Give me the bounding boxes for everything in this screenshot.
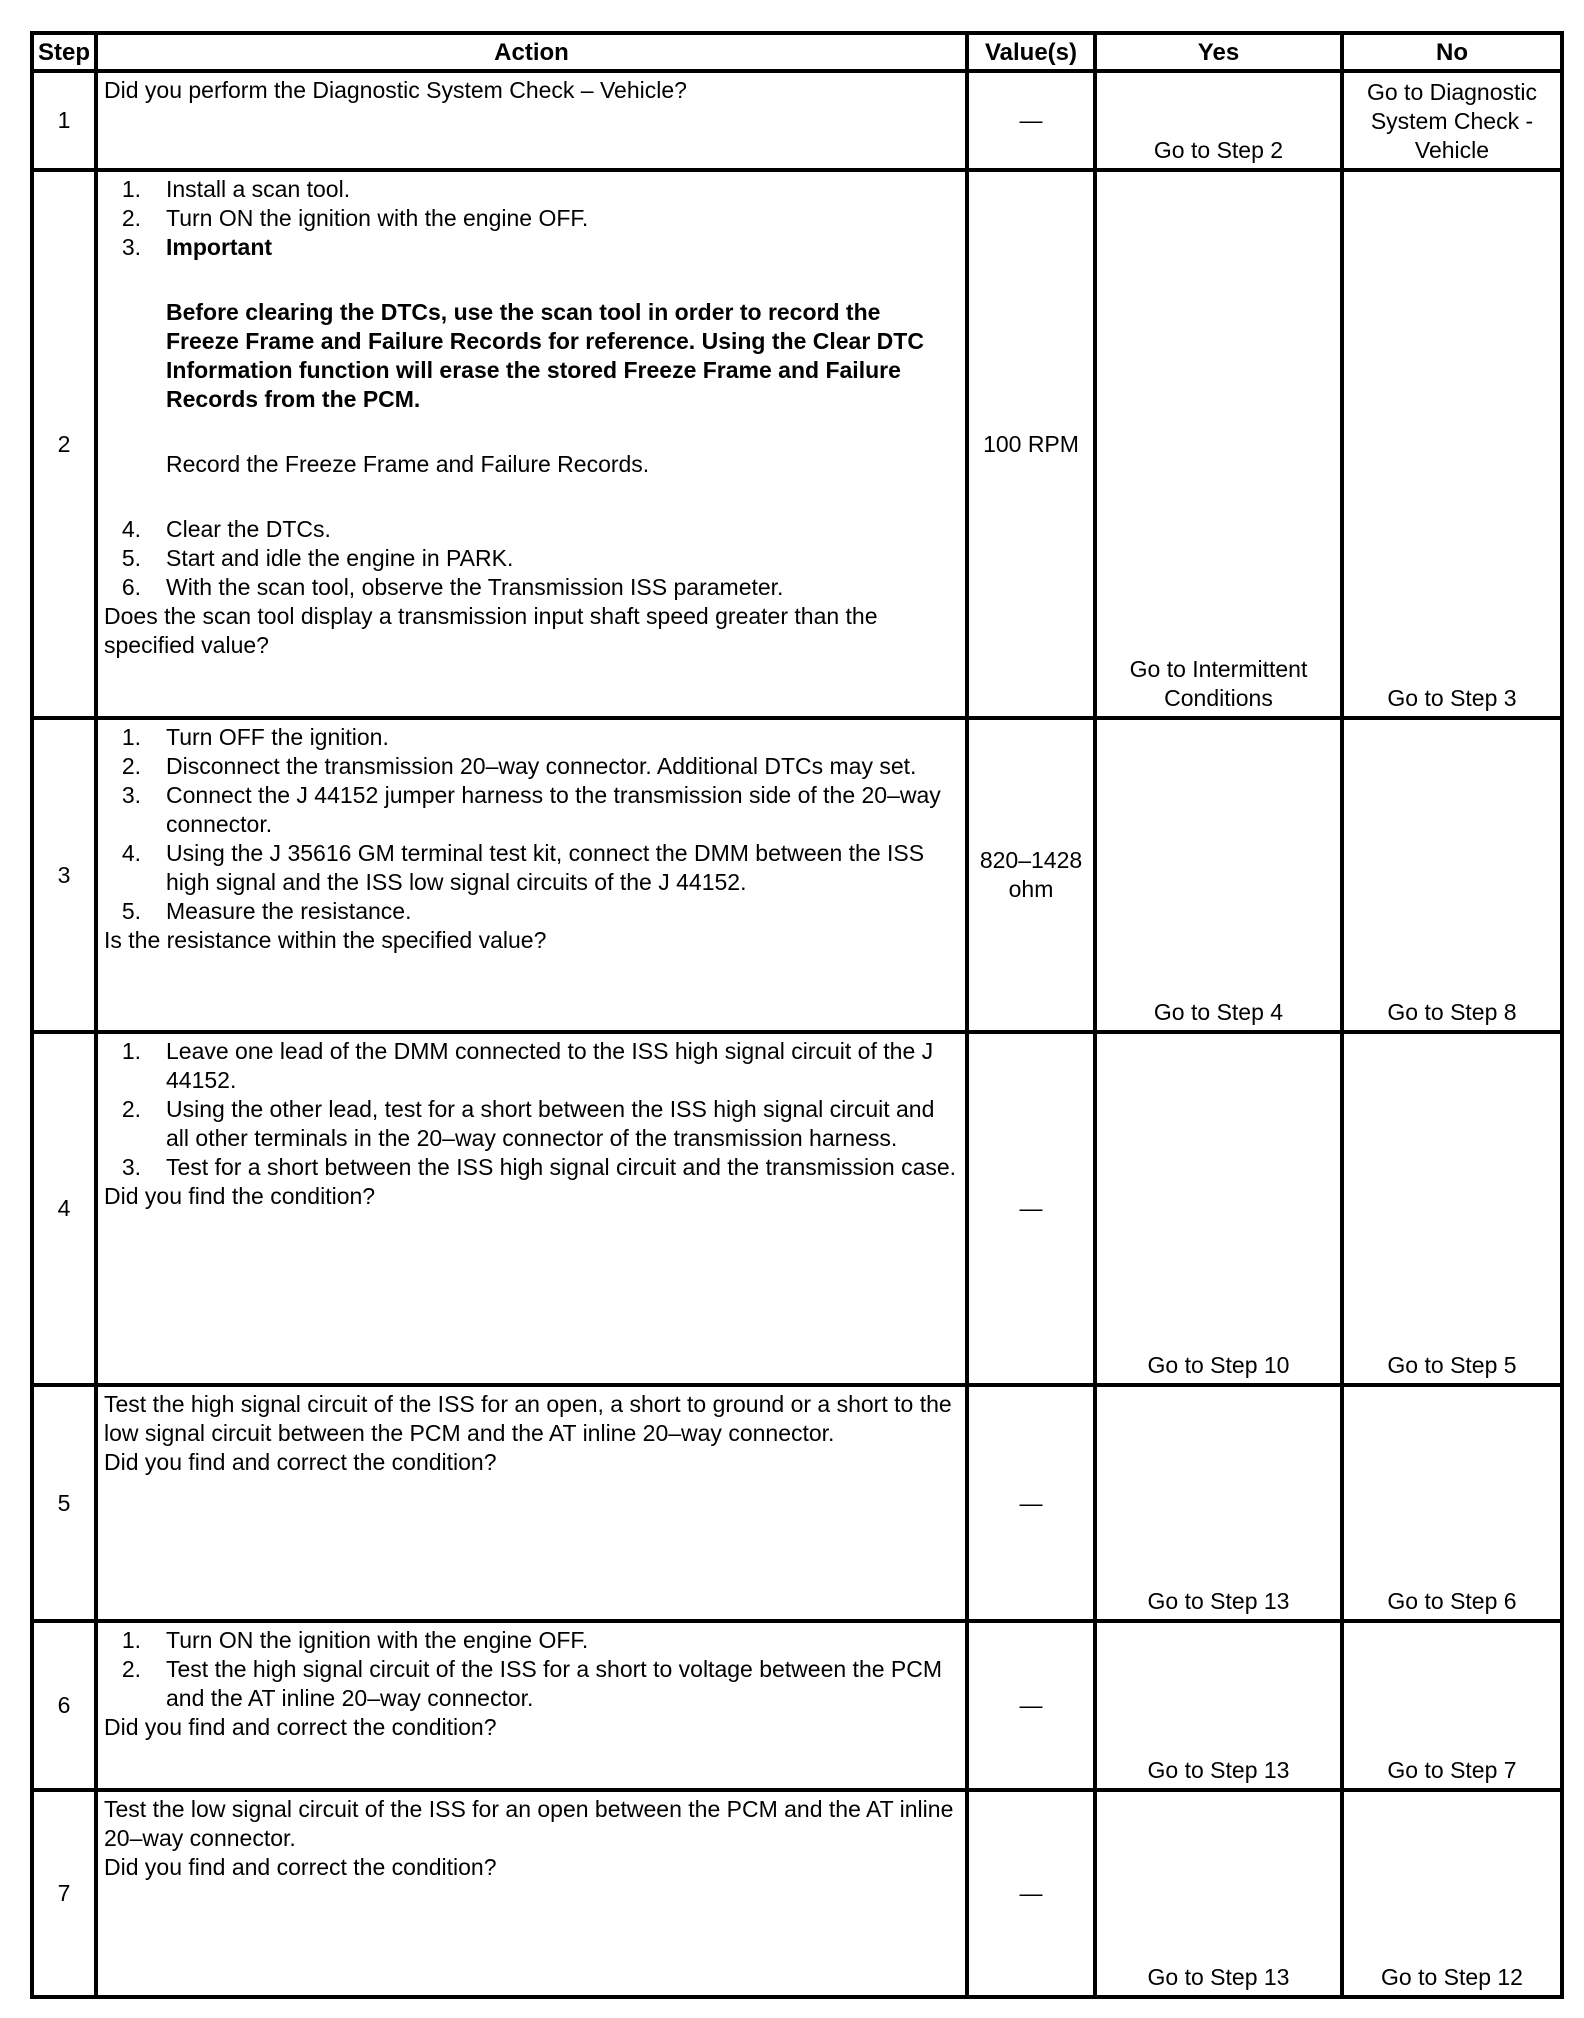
- header-yes: Yes: [1095, 33, 1342, 71]
- value-cell: —: [967, 1790, 1095, 1997]
- question-text: Did you find and correct the condition?: [104, 1449, 497, 1475]
- header-no: No: [1342, 33, 1562, 71]
- table-row: [32, 1032, 1562, 1385]
- table-row: [32, 1385, 1562, 1621]
- list-item: 3. Important Before clearing the DTCs, use the scan tool in order to record the Freeze Frame and Failure Records for reference. Using the Clear DTC Information function will erase the stored Freeze Frame and Failure Records from the PCM. Record the Freeze Frame and Failure Records.: [104, 233, 957, 515]
- action-text: Test the low signal circuit of the ISS for an open between the PCM and the AT inline 20–way connector.: [104, 1796, 954, 1851]
- header-step: Step: [32, 33, 96, 71]
- question-text: Did you find and correct the condition?: [104, 1854, 497, 1880]
- action-list: [104, 1626, 957, 1713]
- action-list: [104, 1037, 957, 1182]
- list-item: 2. Using the other lead, test for a short between the ISS high signal circuit and all other terminals in the 20–way connector of the transmission harness.: [121, 1096, 935, 1151]
- step-number: 3: [32, 718, 96, 1032]
- step-number: 5: [32, 1385, 96, 1621]
- list-item: 2. Turn ON the ignition with the engine OFF.: [121, 205, 589, 231]
- value-cell: —: [967, 1385, 1095, 1621]
- yes-cell: Go to Step 13: [1095, 1621, 1342, 1790]
- list-item: 1. Turn ON the ignition with the engine OFF.: [121, 1627, 589, 1653]
- list-item: 6. With the scan tool, observe the Transmission ISS parameter.: [121, 574, 784, 600]
- value-cell: 100 RPM: [967, 170, 1095, 718]
- list-item: 1. Leave one lead of the DMM connected to the ISS high signal circuit of the J 44152.: [121, 1038, 934, 1093]
- action-cell: [96, 1032, 967, 1385]
- action-list: [104, 175, 957, 602]
- list-item: 5. Measure the resistance.: [121, 898, 412, 924]
- step-number: 1: [32, 71, 96, 170]
- table-row: [32, 718, 1562, 1032]
- no-cell: Go to Step 5: [1342, 1032, 1562, 1385]
- step-number: 7: [32, 1790, 96, 1997]
- header-row: [32, 33, 1562, 71]
- diagnostic-table: [30, 31, 1564, 1999]
- yes-cell: Go to Step 2: [1095, 71, 1342, 170]
- action-cell: [96, 1385, 967, 1621]
- action-text: Test the high signal circuit of the ISS for an open, a short to ground or a short to the low signal circuit between the PCM and the AT inline 20–way connector.: [104, 1391, 952, 1446]
- list-item: 3. Connect the J 44152 jumper harness to the transmission side of the 20–way connector.: [121, 782, 941, 837]
- header-values: Value(s): [967, 33, 1095, 71]
- question-text: Did you find the condition?: [104, 1183, 376, 1209]
- action-text: Did you perform the Diagnostic System Check – Vehicle?: [104, 77, 687, 103]
- no-cell: Go to Step 6: [1342, 1385, 1562, 1621]
- list-item: 5. Start and idle the engine in PARK.: [121, 545, 514, 571]
- yes-cell: Go to Step 13: [1095, 1385, 1342, 1621]
- question-text: Is the resistance within the specified value?: [104, 927, 547, 953]
- step-number: 2: [32, 170, 96, 718]
- value-cell: —: [967, 71, 1095, 170]
- no-cell: Go to Step 3: [1342, 170, 1562, 718]
- list-item: 4. Using the J 35616 GM terminal test kit, connect the DMM between the ISS high signal and the ISS low signal circuits of the J 44152.: [121, 840, 925, 895]
- record-instruction: Record the Freeze Frame and Failure Records.: [166, 451, 650, 477]
- yes-cell: Go to Intermittent Conditions: [1095, 170, 1342, 718]
- table-row: [32, 1790, 1562, 1997]
- question-text: Did you find and correct the condition?: [104, 1714, 497, 1740]
- step-number: 4: [32, 1032, 96, 1385]
- no-cell: Go to Step 7: [1342, 1621, 1562, 1790]
- step-number: 6: [32, 1621, 96, 1790]
- no-cell: Go to Step 12: [1342, 1790, 1562, 1997]
- value-cell: —: [967, 1032, 1095, 1385]
- action-list: [104, 723, 957, 926]
- important-label: Important: [166, 234, 273, 260]
- yes-cell: Go to Step 4: [1095, 718, 1342, 1032]
- list-item: 1. Turn OFF the ignition.: [121, 724, 389, 750]
- table-row: [32, 1621, 1562, 1790]
- question-text: Does the scan tool display a transmission input shaft speed greater than the specified value?: [104, 603, 878, 658]
- header-action: Action: [96, 33, 967, 71]
- important-note: Before clearing the DTCs, use the scan tool in order to record the Freeze Frame and Failure Records for reference. Using the Clear DTC Information function will erase the stored Freeze Frame and Failure Records from the PCM.: [166, 299, 924, 412]
- action-cell: [96, 71, 967, 170]
- value-cell: 820–1428 ohm: [967, 718, 1095, 1032]
- action-cell: [96, 1621, 967, 1790]
- no-cell: Go to Step 8: [1342, 718, 1562, 1032]
- action-cell: [96, 718, 967, 1032]
- value-cell: —: [967, 1621, 1095, 1790]
- list-item: 2. Disconnect the transmission 20–way connector. Additional DTCs may set.: [121, 753, 917, 779]
- action-cell: [96, 170, 967, 718]
- list-item: 3. Test for a short between the ISS high signal circuit and the transmission case.: [121, 1154, 957, 1180]
- action-cell: [96, 1790, 967, 1997]
- table-row: [32, 170, 1562, 718]
- no-cell: Go to Diagnostic System Check - Vehicle: [1342, 71, 1562, 170]
- list-item: 2. Test the high signal circuit of the ISS for a short to voltage between the PCM and the AT inline 20–way connector.: [121, 1656, 943, 1711]
- list-item: 1. Install a scan tool.: [121, 176, 351, 202]
- table-row: [32, 71, 1562, 170]
- list-item: 4. Clear the DTCs.: [121, 516, 331, 542]
- yes-cell: Go to Step 13: [1095, 1790, 1342, 1997]
- yes-cell: Go to Step 10: [1095, 1032, 1342, 1385]
